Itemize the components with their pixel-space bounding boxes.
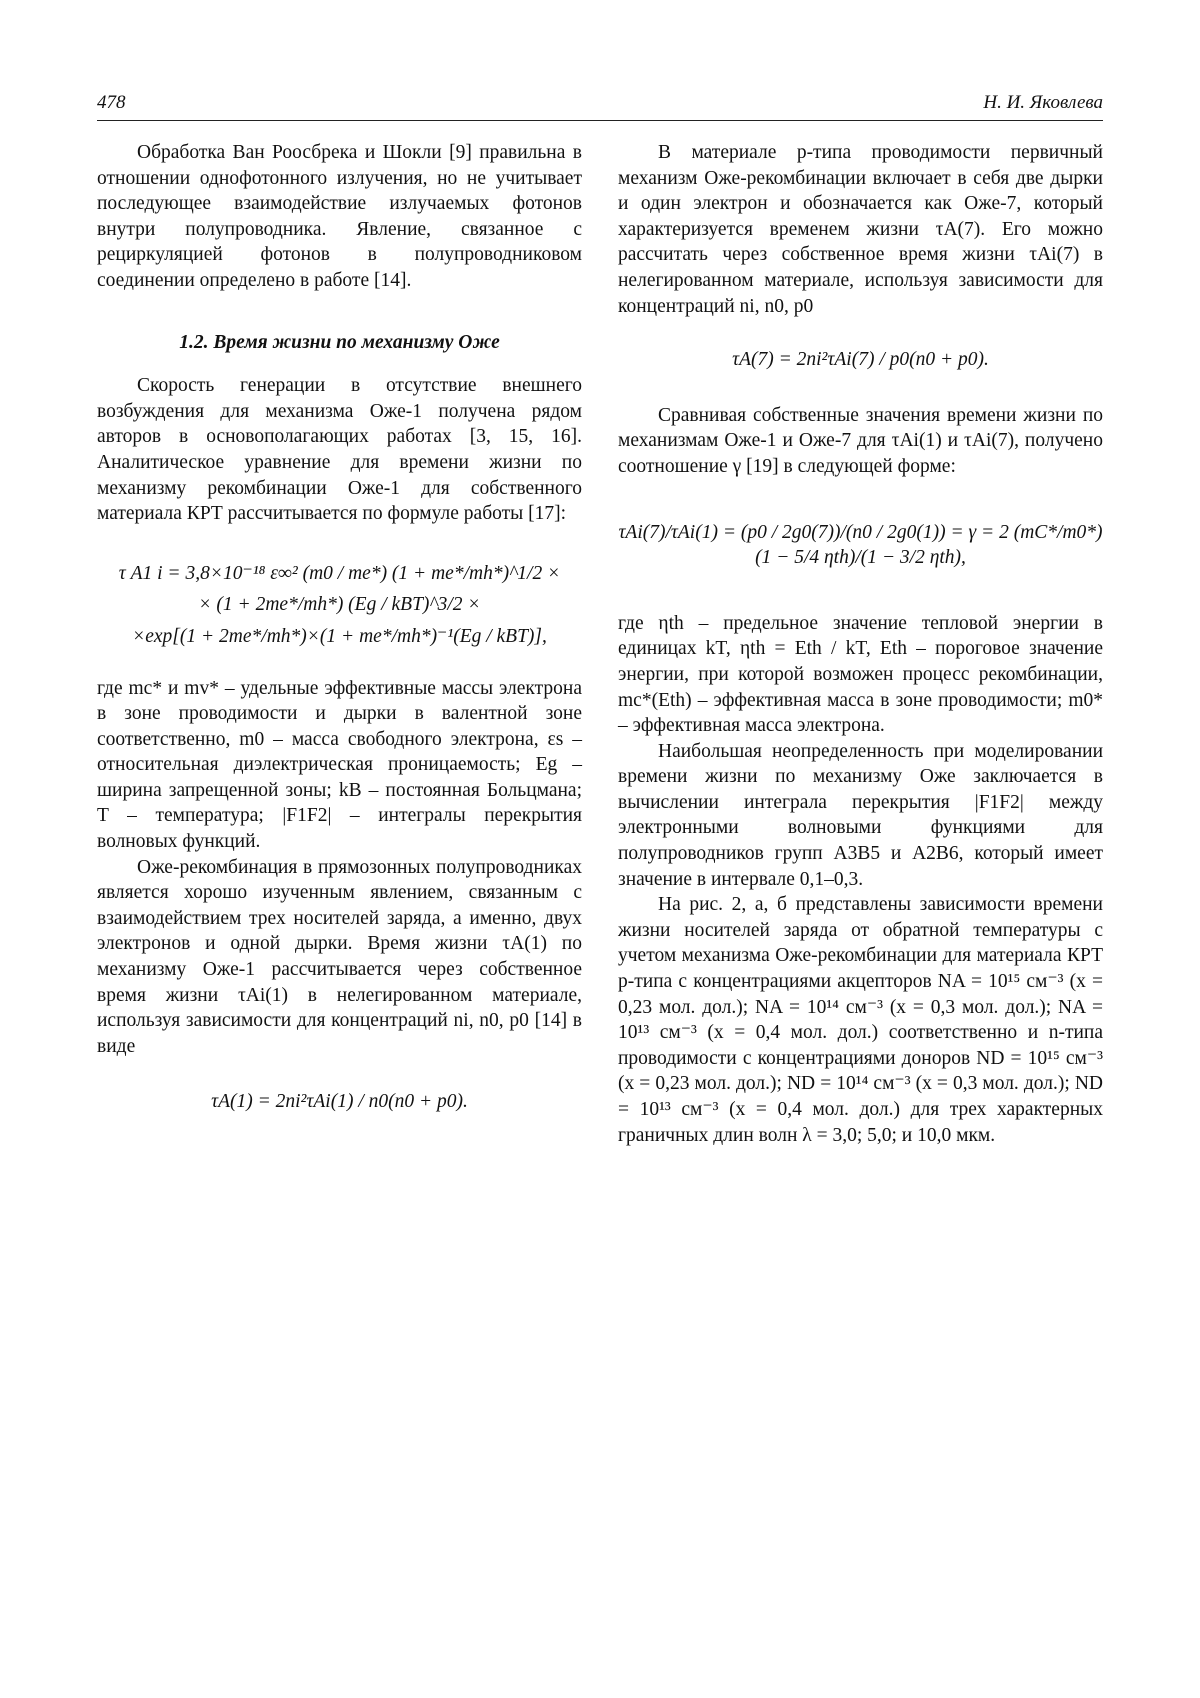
equation-line: × (1 + 2me*/mh*) (Eg / kBT)^3/2 × <box>198 594 481 616</box>
running-author: Н. И. Яковлева <box>983 92 1103 113</box>
equation-line: τ A1 i = 3,8×10⁻¹⁸ ε∞² (m0 / me*) (1 + me*/mh*)^1/2 × <box>118 562 561 584</box>
equation-gamma: τAi(7)/τAi(1) = (p0 / 2g0(7))/(n0 / 2g0(1)) = γ = 2 (mC*/m0*) (1 − 5/4 ηth)/(1 − 3/2 ηth), <box>618 521 1103 569</box>
paragraph: Скорость генерации в отсутствие внешнего возбуждения для механизма Оже-1 получена рядом авторов в основополагающих работах [3, 15, 16]. Аналитическое уравнение для времени жизни по механизму рекомбинации Оже-1 для собственного материала КРТ рассчитывается по формуле работы [17]: <box>97 375 582 525</box>
paragraph: Наибольшая неопределенность при моделировании времени жизни по механизму Оже заключается в вычислении интеграла перекрытия |F1F2| между электронными волновыми функциями для полупроводников групп A3B5 и A2B6, который имеет значение в интервале 0,1–0,3. <box>618 740 1103 890</box>
running-header <box>97 92 1103 121</box>
equation-line: ×exp[(1 + 2me*/mh*)×(1 + me*/mh*)⁻¹(Eg / kBT)], <box>132 625 547 647</box>
left-column <box>97 140 582 1133</box>
equation-tau-a1: τA(1) = 2ni²τAi(1) / n0(n0 + p0). <box>211 1091 468 1113</box>
equation-tau-a7: τA(7) = 2ni²τAi(7) / p0(n0 + p0). <box>732 349 989 371</box>
paragraph: Сравнивая собственные значения времени жизни по механизмам Оже-1 и Оже-7 для τAi(1) и τAi(7), получено соотношение γ [19] в следующей форме: <box>618 404 1103 477</box>
paragraph: Обработка Ван Роосбрека и Шокли [9] правильна в отношении однофотонного излучения, но не учитывает последующее взаимодействие излучаемых фотонов внутри полупроводника. Явление, связанное с рециркуляцией фотонов в полупроводниковом соединении определено в работе [14]. <box>97 142 582 291</box>
paragraph: В материале p-типа проводимости первичный механизм Оже-рекомбинации включает в себя две дырки и один электрон и обозначается как Оже-7, который характеризуется временем жизни τA(7). Его можно рассчитать через собственное время жизни τAi(7) в нелегированном материале, используя зависимости для концентраций ni, n0, p0 <box>618 142 1103 317</box>
section-title: 1.2. Время жизни по механизму Оже <box>179 331 500 353</box>
equation-auger1 <box>97 561 582 650</box>
paragraph: На рис. 2, а, б представлены зависимости времени жизни носителей заряда от обратной температуры с учетом механизма Оже-рекомбинации для материала КРТ p-типа с концентрациями акцепторов NA = 10¹⁵ см⁻³ (x = 0,23 мол. дол.); NA = 10¹⁴ см⁻³ (x = 0,3 мол. дол.); NA = 10¹³ см⁻³ (x = 0,4 мол. дол.) соответственно и n-типа проводимости с концентрациями доноров ND = 10¹⁵ см⁻³ (x = 0,23 мол. дол.); ND = 10¹⁴ см⁻³ (x = 0,3 мол. дол.); ND = 10¹³ см⁻³ (x = 0,4 мол. дол.) для трех характерных граничных длин волн λ = 3,0; 5,0; и 10,0 мкм. <box>618 894 1103 1146</box>
page-number: 478 <box>97 92 126 113</box>
right-column <box>618 140 1103 1148</box>
paragraph: где mc* и mv* – удельные эффективные массы электрона в зоне проводимости и дырки в валентной зоне соответственно, m0 – масса свободного электрона, εs – относительная диэлектрическая проницаемость; Eg – ширина запрещенной зоны; kB – постоянная Больцмана; T – температура; |F1F2| – интегралы перекрытия волновых функций. <box>97 677 582 853</box>
paragraph: где ηth – предельное значение тепловой энергии в единицах kT, ηth = Eth / kT, Eth – пороговое значение энергии, при которой возможен процесс рекомбинации, mc*(Eth) – эффективная масса в зоне проводимости; m0* – эффективная масса электрона. <box>618 612 1103 737</box>
paragraph: Оже-рекомбинация в прямозонных полупроводниках является хорошо изученным явлением, связанным с взаимодействием трех носителей заряда, а именно, двух электронов и одной дырки. Время жизни τA(1) по механизму Оже-1 рассчитывается через собственное время жизни τAi(1) в нелегированном материале, используя зависимости для концентраций ni, n0, p0 [14] в виде <box>97 856 582 1057</box>
